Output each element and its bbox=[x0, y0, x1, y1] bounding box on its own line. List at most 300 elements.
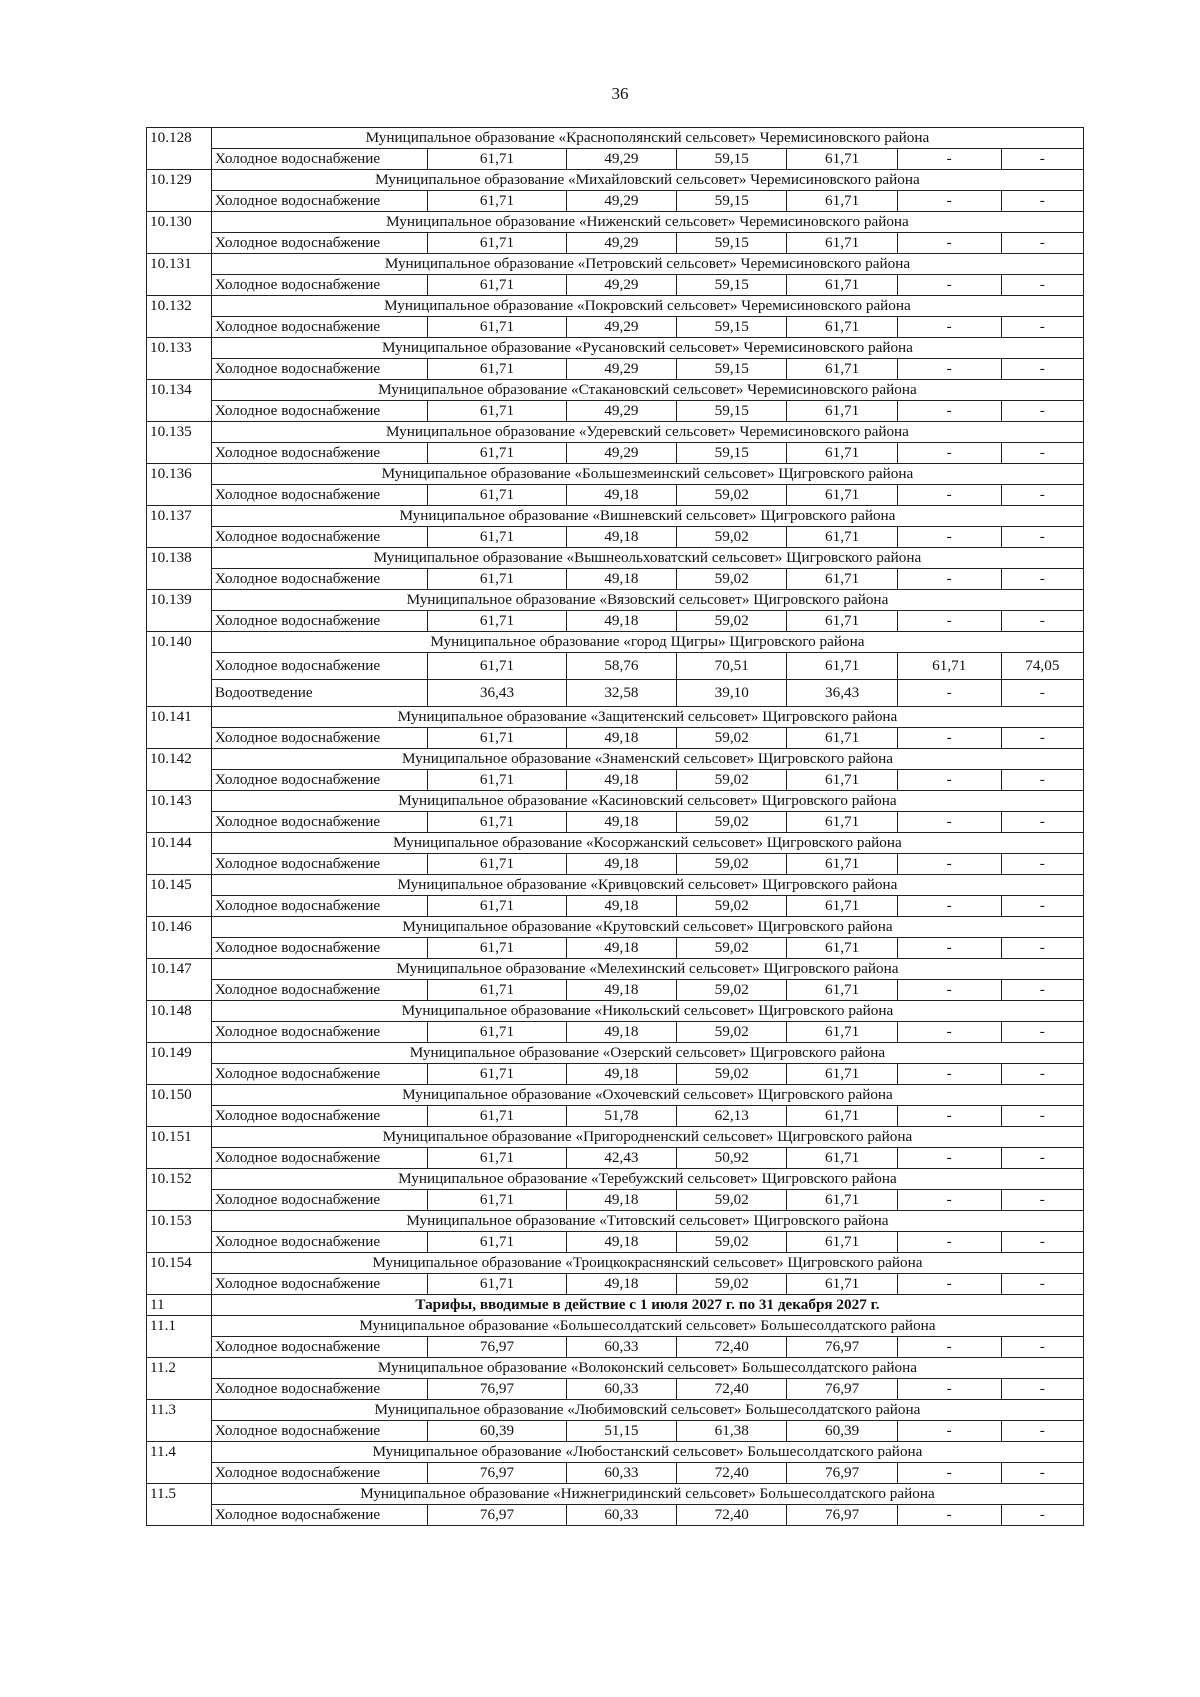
tariff-line-row bbox=[147, 680, 1084, 707]
tariff-value: 61,71 bbox=[787, 938, 897, 959]
tariff-value: - bbox=[1001, 1232, 1083, 1253]
tariff-value: 59,15 bbox=[677, 233, 787, 254]
tariff-value: 61,71 bbox=[428, 854, 566, 875]
municipality-header-row bbox=[147, 875, 1084, 896]
row-number: 10.130 bbox=[147, 212, 212, 254]
tariff-value: 74,05 bbox=[1001, 653, 1083, 680]
tariff-line-row bbox=[147, 812, 1084, 833]
tariff-value: 49,18 bbox=[566, 485, 676, 506]
tariff-value: 61,71 bbox=[428, 1274, 566, 1295]
service-name: Холодное водоснабжение bbox=[211, 1337, 427, 1358]
tariff-value: 61,71 bbox=[787, 317, 897, 338]
tariff-value: 49,29 bbox=[566, 149, 676, 170]
tariff-value: - bbox=[897, 611, 1001, 632]
municipality-title: Муниципальное образование «Большесолдатский сельсовет» Большесолдатского района bbox=[211, 1316, 1083, 1337]
municipality-title: Муниципальное образование «Защитенский сельсовет» Щигровского района bbox=[211, 707, 1083, 728]
municipality-header-row bbox=[147, 749, 1084, 770]
tariff-value: - bbox=[1001, 359, 1083, 380]
tariff-line-row bbox=[147, 1148, 1084, 1169]
tariff-value: 61,71 bbox=[428, 443, 566, 464]
tariff-value: 61,71 bbox=[428, 611, 566, 632]
tariff-value: 61,71 bbox=[787, 149, 897, 170]
municipality-header-row bbox=[147, 254, 1084, 275]
tariff-value: 49,18 bbox=[566, 1064, 676, 1085]
section-number: 11 bbox=[147, 1295, 212, 1316]
row-number: 10.143 bbox=[147, 791, 212, 833]
municipality-title: Муниципальное образование «Стакановский сельсовет» Черемисиновского района bbox=[211, 380, 1083, 401]
row-number: 10.138 bbox=[147, 548, 212, 590]
tariff-value: 49,18 bbox=[566, 896, 676, 917]
tariff-value: 50,92 bbox=[677, 1148, 787, 1169]
municipality-title: Муниципальное образование «Титовский сельсовет» Щигровского района bbox=[211, 1211, 1083, 1232]
tariff-value: - bbox=[897, 569, 1001, 590]
tariff-value: 60,33 bbox=[566, 1337, 676, 1358]
tariff-value: 60,39 bbox=[428, 1421, 566, 1442]
row-number: 10.129 bbox=[147, 170, 212, 212]
tariff-value: - bbox=[897, 1379, 1001, 1400]
tariff-value: - bbox=[1001, 191, 1083, 212]
municipality-header-row bbox=[147, 1442, 1084, 1463]
service-name: Холодное водоснабжение bbox=[211, 896, 427, 917]
service-name: Холодное водоснабжение bbox=[211, 233, 427, 254]
tariff-line-row bbox=[147, 191, 1084, 212]
row-number: 10.128 bbox=[147, 128, 212, 170]
tariff-value: 76,97 bbox=[787, 1379, 897, 1400]
tariff-value: - bbox=[1001, 680, 1083, 707]
tariff-line-row bbox=[147, 527, 1084, 548]
tariff-value: 61,71 bbox=[428, 1232, 566, 1253]
municipality-header-row bbox=[147, 917, 1084, 938]
municipality-header-row bbox=[147, 1085, 1084, 1106]
service-name: Холодное водоснабжение bbox=[211, 527, 427, 548]
tariff-value: 59,15 bbox=[677, 191, 787, 212]
service-name: Холодное водоснабжение bbox=[211, 1190, 427, 1211]
row-number: 10.133 bbox=[147, 338, 212, 380]
tariff-value: 59,02 bbox=[677, 854, 787, 875]
tariff-rows-section-11 bbox=[147, 1316, 1084, 1526]
service-name: Холодное водоснабжение bbox=[211, 770, 427, 791]
row-number: 10.145 bbox=[147, 875, 212, 917]
tariff-value: 59,02 bbox=[677, 770, 787, 791]
tariff-value: - bbox=[1001, 896, 1083, 917]
municipality-title: Муниципальное образование «Касиновский сельсовет» Щигровского района bbox=[211, 791, 1083, 812]
tariff-value: 61,71 bbox=[428, 980, 566, 1001]
tariff-value: 61,71 bbox=[787, 275, 897, 296]
municipality-header-row bbox=[147, 422, 1084, 443]
tariff-value: - bbox=[1001, 317, 1083, 338]
tariff-value: 76,97 bbox=[428, 1463, 566, 1484]
municipality-title: Муниципальное образование «Знаменский сельсовет» Щигровского района bbox=[211, 749, 1083, 770]
tariff-value: - bbox=[1001, 1022, 1083, 1043]
tariff-value: - bbox=[897, 191, 1001, 212]
tariff-value: - bbox=[1001, 1379, 1083, 1400]
tariff-value: 61,71 bbox=[428, 359, 566, 380]
tariff-line-row bbox=[147, 1463, 1084, 1484]
tariff-value: 49,18 bbox=[566, 1274, 676, 1295]
row-number: 10.131 bbox=[147, 254, 212, 296]
tariff-value: - bbox=[1001, 1148, 1083, 1169]
tariff-value: 61,71 bbox=[787, 191, 897, 212]
municipality-header-row bbox=[147, 1211, 1084, 1232]
tariff-value: 61,71 bbox=[428, 812, 566, 833]
tariff-line-row bbox=[147, 938, 1084, 959]
tariff-value: 61,71 bbox=[428, 1190, 566, 1211]
tariff-value: 61,71 bbox=[787, 812, 897, 833]
municipality-title: Муниципальное образование «Ниженский сельсовет» Черемисиновского района bbox=[211, 212, 1083, 233]
tariff-value: 61,71 bbox=[428, 527, 566, 548]
tariff-value: - bbox=[897, 728, 1001, 749]
tariff-value: - bbox=[1001, 812, 1083, 833]
row-number: 10.146 bbox=[147, 917, 212, 959]
tariff-value: 61,38 bbox=[677, 1421, 787, 1442]
service-name: Холодное водоснабжение bbox=[211, 1274, 427, 1295]
tariff-value: 61,71 bbox=[428, 1022, 566, 1043]
tariff-line-row bbox=[147, 1274, 1084, 1295]
municipality-header-row bbox=[147, 506, 1084, 527]
municipality-title: Муниципальное образование «Удеревский сельсовет» Черемисиновского района bbox=[211, 422, 1083, 443]
tariff-line-row bbox=[147, 569, 1084, 590]
tariff-value: - bbox=[897, 980, 1001, 1001]
tariff-line-row bbox=[147, 653, 1084, 680]
tariff-value: - bbox=[897, 233, 1001, 254]
tariff-value: 49,18 bbox=[566, 1190, 676, 1211]
service-name: Холодное водоснабжение bbox=[211, 1505, 427, 1526]
tariff-value: 61,71 bbox=[428, 233, 566, 254]
tariff-line-row bbox=[147, 1232, 1084, 1253]
tariff-value: - bbox=[897, 275, 1001, 296]
row-number: 10.144 bbox=[147, 833, 212, 875]
tariff-line-row bbox=[147, 1337, 1084, 1358]
row-number: 10.153 bbox=[147, 1211, 212, 1253]
tariff-value: - bbox=[897, 938, 1001, 959]
row-number: 10.142 bbox=[147, 749, 212, 791]
tariff-value: - bbox=[897, 401, 1001, 422]
tariff-value: 49,18 bbox=[566, 611, 676, 632]
municipality-title: Муниципальное образование «Мелехинский сельсовет» Щигровского района bbox=[211, 959, 1083, 980]
tariff-value: 61,71 bbox=[428, 896, 566, 917]
tariff-value: 61,71 bbox=[787, 1064, 897, 1085]
tariff-value: 61,71 bbox=[787, 896, 897, 917]
tariff-value: 76,97 bbox=[787, 1337, 897, 1358]
row-number: 10.140 bbox=[147, 632, 212, 707]
section-header-block bbox=[147, 1295, 1084, 1316]
tariff-line-row bbox=[147, 485, 1084, 506]
municipality-title: Муниципальное образование «Никольский сельсовет» Щигровского района bbox=[211, 1001, 1083, 1022]
municipality-title: Муниципальное образование «Покровский сельсовет» Черемисиновского района bbox=[211, 296, 1083, 317]
tariff-value: 59,02 bbox=[677, 1190, 787, 1211]
tariff-value: 61,71 bbox=[428, 317, 566, 338]
municipality-header-row bbox=[147, 296, 1084, 317]
tariff-value: - bbox=[1001, 569, 1083, 590]
tariff-line-row bbox=[147, 728, 1084, 749]
service-name: Холодное водоснабжение bbox=[211, 275, 427, 296]
tariff-line-row bbox=[147, 1505, 1084, 1526]
tariff-value: 60,33 bbox=[566, 1505, 676, 1526]
tariff-value: 61,71 bbox=[787, 1232, 897, 1253]
municipality-title: Муниципальное образование «Любостанский сельсовет» Большесолдатского района bbox=[211, 1442, 1083, 1463]
service-name: Холодное водоснабжение bbox=[211, 359, 427, 380]
tariff-value: - bbox=[1001, 770, 1083, 791]
tariff-value: 36,43 bbox=[428, 680, 566, 707]
municipality-title: Муниципальное образование «Нижнегридинский сельсовет» Большесолдатского района bbox=[211, 1484, 1083, 1505]
tariff-value: 59,02 bbox=[677, 1274, 787, 1295]
tariff-value: - bbox=[1001, 149, 1083, 170]
tariff-value: 36,43 bbox=[787, 680, 897, 707]
tariff-value: 61,71 bbox=[787, 1274, 897, 1295]
municipality-title: Муниципальное образование «Вишневский сельсовет» Щигровского района bbox=[211, 506, 1083, 527]
municipality-header-row bbox=[147, 128, 1084, 149]
tariff-value: 61,71 bbox=[787, 569, 897, 590]
tariff-value: 49,18 bbox=[566, 569, 676, 590]
tariff-line-row bbox=[147, 1190, 1084, 1211]
tariff-value: - bbox=[897, 359, 1001, 380]
tariff-value: 72,40 bbox=[677, 1379, 787, 1400]
municipality-title: Муниципальное образование «Петровский сельсовет» Черемисиновского района bbox=[211, 254, 1083, 275]
tariff-value: - bbox=[1001, 1505, 1083, 1526]
tariff-value: - bbox=[897, 854, 1001, 875]
tariff-value: 61,71 bbox=[787, 611, 897, 632]
service-name: Водоотведение bbox=[211, 680, 427, 707]
service-name: Холодное водоснабжение bbox=[211, 854, 427, 875]
tariff-value: 59,02 bbox=[677, 527, 787, 548]
row-number: 10.135 bbox=[147, 422, 212, 464]
tariff-value: 61,71 bbox=[787, 854, 897, 875]
tariff-value: 49,18 bbox=[566, 527, 676, 548]
row-number: 11.2 bbox=[147, 1358, 212, 1400]
service-name: Холодное водоснабжение bbox=[211, 191, 427, 212]
tariff-value: 49,29 bbox=[566, 359, 676, 380]
tariff-value: 61,71 bbox=[787, 770, 897, 791]
tariff-value: 49,29 bbox=[566, 191, 676, 212]
tariff-value: 61,71 bbox=[428, 191, 566, 212]
tariff-value: 61,71 bbox=[787, 1190, 897, 1211]
row-number: 11.4 bbox=[147, 1442, 212, 1484]
tariff-value: 61,71 bbox=[428, 728, 566, 749]
row-number: 10.139 bbox=[147, 590, 212, 632]
tariff-value: - bbox=[897, 1274, 1001, 1295]
tariff-value: 61,71 bbox=[787, 527, 897, 548]
service-name: Холодное водоснабжение bbox=[211, 569, 427, 590]
page-number: 36 bbox=[611, 84, 629, 103]
tariff-value: 70,51 bbox=[677, 653, 787, 680]
tariff-line-row bbox=[147, 1022, 1084, 1043]
tariff-value: 61,71 bbox=[787, 233, 897, 254]
tariff-value: 59,02 bbox=[677, 728, 787, 749]
tariff-value: - bbox=[1001, 443, 1083, 464]
tariff-value: - bbox=[1001, 401, 1083, 422]
tariff-line-row bbox=[147, 1421, 1084, 1442]
municipality-header-row bbox=[147, 1253, 1084, 1274]
row-number: 10.137 bbox=[147, 506, 212, 548]
tariff-value: 59,02 bbox=[677, 611, 787, 632]
tariff-value: - bbox=[897, 443, 1001, 464]
tariff-value: - bbox=[1001, 527, 1083, 548]
tariff-value: 61,71 bbox=[787, 485, 897, 506]
municipality-header-row bbox=[147, 959, 1084, 980]
tariff-value: 49,29 bbox=[566, 317, 676, 338]
tariff-value: - bbox=[1001, 854, 1083, 875]
tariff-value: 61,71 bbox=[428, 485, 566, 506]
row-number: 10.149 bbox=[147, 1043, 212, 1085]
service-name: Холодное водоснабжение bbox=[211, 1421, 427, 1442]
municipality-title: Муниципальное образование «Вышнеольховатский сельсовет» Щигровского района bbox=[211, 548, 1083, 569]
tariff-value: 61,71 bbox=[897, 653, 1001, 680]
tariff-value: 62,13 bbox=[677, 1106, 787, 1127]
tariff-value: 76,97 bbox=[428, 1337, 566, 1358]
tariff-value: 60,33 bbox=[566, 1379, 676, 1400]
tariff-value: 76,97 bbox=[787, 1463, 897, 1484]
tariff-value: 61,71 bbox=[428, 569, 566, 590]
section-title: Тарифы, вводимые в действие с 1 июля 2027 г. по 31 декабря 2027 г. bbox=[211, 1295, 1083, 1316]
section-header-row bbox=[147, 1295, 1084, 1316]
tariff-value: 76,97 bbox=[787, 1505, 897, 1526]
tariff-value: 61,71 bbox=[787, 401, 897, 422]
municipality-title: Муниципальное образование «Теребужский сельсовет» Щигровского района bbox=[211, 1169, 1083, 1190]
tariff-value: 72,40 bbox=[677, 1337, 787, 1358]
municipality-header-row bbox=[147, 632, 1084, 653]
tariff-value: 61,71 bbox=[428, 938, 566, 959]
row-number: 11.1 bbox=[147, 1316, 212, 1358]
tariff-value: - bbox=[1001, 1106, 1083, 1127]
tariff-line-row bbox=[147, 854, 1084, 875]
tariff-value: 49,18 bbox=[566, 1232, 676, 1253]
tariff-value: - bbox=[897, 1022, 1001, 1043]
tariff-value: - bbox=[1001, 1463, 1083, 1484]
tariff-line-row bbox=[147, 1064, 1084, 1085]
service-name: Холодное водоснабжение bbox=[211, 938, 427, 959]
service-name: Холодное водоснабжение bbox=[211, 1379, 427, 1400]
tariff-line-row bbox=[147, 1106, 1084, 1127]
tariff-value: 59,02 bbox=[677, 980, 787, 1001]
row-number: 10.141 bbox=[147, 707, 212, 749]
tariff-value: 59,02 bbox=[677, 485, 787, 506]
municipality-header-row bbox=[147, 1358, 1084, 1379]
tariff-value: 61,71 bbox=[787, 728, 897, 749]
tariff-value: - bbox=[1001, 233, 1083, 254]
tariff-value: 61,71 bbox=[428, 653, 566, 680]
municipality-header-row bbox=[147, 1400, 1084, 1421]
tariff-value: 59,02 bbox=[677, 569, 787, 590]
tariff-value: 76,97 bbox=[428, 1379, 566, 1400]
tariff-value: - bbox=[1001, 1421, 1083, 1442]
tariff-value: 61,71 bbox=[787, 1106, 897, 1127]
tariff-value: 59,15 bbox=[677, 275, 787, 296]
tariff-value: 59,15 bbox=[677, 149, 787, 170]
tariff-value: - bbox=[897, 485, 1001, 506]
service-name: Холодное водоснабжение bbox=[211, 653, 427, 680]
municipality-header-row bbox=[147, 1484, 1084, 1505]
tariff-value: 49,18 bbox=[566, 728, 676, 749]
row-number: 10.134 bbox=[147, 380, 212, 422]
municipality-header-row bbox=[147, 1127, 1084, 1148]
row-number: 10.132 bbox=[147, 296, 212, 338]
tariff-value: - bbox=[1001, 728, 1083, 749]
service-name: Холодное водоснабжение bbox=[211, 1064, 427, 1085]
tariff-line-row bbox=[147, 359, 1084, 380]
municipality-title: Муниципальное образование «Крутовский сельсовет» Щигровского района bbox=[211, 917, 1083, 938]
row-number: 10.151 bbox=[147, 1127, 212, 1169]
tariff-value: 61,71 bbox=[428, 275, 566, 296]
tariff-value: 49,18 bbox=[566, 938, 676, 959]
tariff-value: 61,71 bbox=[428, 401, 566, 422]
municipality-title: Муниципальное образование «Большезмеинский сельсовет» Щигровского района bbox=[211, 464, 1083, 485]
tariff-line-row bbox=[147, 896, 1084, 917]
tariff-value: 51,15 bbox=[566, 1421, 676, 1442]
tariff-value: - bbox=[897, 1190, 1001, 1211]
tariff-value: - bbox=[897, 812, 1001, 833]
tariff-line-row bbox=[147, 317, 1084, 338]
row-number: 10.147 bbox=[147, 959, 212, 1001]
tariff-line-row bbox=[147, 1379, 1084, 1400]
tariff-value: 72,40 bbox=[677, 1463, 787, 1484]
tariff-value: 39,10 bbox=[677, 680, 787, 707]
municipality-header-row bbox=[147, 791, 1084, 812]
tariff-value: - bbox=[1001, 1337, 1083, 1358]
tariff-value: 59,02 bbox=[677, 1232, 787, 1253]
tariff-value: - bbox=[1001, 275, 1083, 296]
tariff-value: 49,29 bbox=[566, 443, 676, 464]
service-name: Холодное водоснабжение bbox=[211, 1148, 427, 1169]
tariff-line-row bbox=[147, 149, 1084, 170]
service-name: Холодное водоснабжение bbox=[211, 980, 427, 1001]
municipality-title: Муниципальное образование «Озерский сельсовет» Щигровского района bbox=[211, 1043, 1083, 1064]
tariff-value: 59,15 bbox=[677, 359, 787, 380]
tariff-value: - bbox=[897, 1421, 1001, 1442]
tariff-value: 61,71 bbox=[787, 980, 897, 1001]
tariff-value: - bbox=[1001, 1064, 1083, 1085]
row-number: 10.154 bbox=[147, 1253, 212, 1295]
municipality-title: Муниципальное образование «Волоконский сельсовет» Большесолдатского района bbox=[211, 1358, 1083, 1379]
tariff-value: 61,71 bbox=[787, 1148, 897, 1169]
tariff-value: 49,18 bbox=[566, 854, 676, 875]
tariff-value: 59,02 bbox=[677, 938, 787, 959]
tariff-value: - bbox=[897, 1064, 1001, 1085]
service-name: Холодное водоснабжение bbox=[211, 401, 427, 422]
municipality-header-row bbox=[147, 170, 1084, 191]
municipality-title: Муниципальное образование «Любимовский сельсовет» Большесолдатского района bbox=[211, 1400, 1083, 1421]
tariff-value: - bbox=[897, 896, 1001, 917]
tariff-value: 59,15 bbox=[677, 443, 787, 464]
tariff-value: 49,18 bbox=[566, 770, 676, 791]
municipality-header-row bbox=[147, 1316, 1084, 1337]
tariff-line-row bbox=[147, 401, 1084, 422]
service-name: Холодное водоснабжение bbox=[211, 611, 427, 632]
tariff-value: 49,29 bbox=[566, 275, 676, 296]
municipality-title: Муниципальное образование «Косоржанский сельсовет» Щигровского района bbox=[211, 833, 1083, 854]
tariff-value: 49,18 bbox=[566, 812, 676, 833]
tariff-line-row bbox=[147, 275, 1084, 296]
municipality-header-row bbox=[147, 1043, 1084, 1064]
tariff-value: - bbox=[1001, 980, 1083, 1001]
row-number: 11.5 bbox=[147, 1484, 212, 1526]
tariff-value: 61,71 bbox=[428, 149, 566, 170]
tariff-value: - bbox=[1001, 611, 1083, 632]
tariff-value: 58,76 bbox=[566, 653, 676, 680]
tariff-line-row bbox=[147, 233, 1084, 254]
municipality-header-row bbox=[147, 338, 1084, 359]
municipality-header-row bbox=[147, 590, 1084, 611]
tariff-value: 61,71 bbox=[428, 1064, 566, 1085]
tariff-line-row bbox=[147, 443, 1084, 464]
municipality-title: Муниципальное образование «Пригородненский сельсовет» Щигровского района bbox=[211, 1127, 1083, 1148]
tariff-value: - bbox=[897, 317, 1001, 338]
tariff-value: - bbox=[897, 680, 1001, 707]
tariff-value: 72,40 bbox=[677, 1505, 787, 1526]
tariff-value: 59,02 bbox=[677, 1064, 787, 1085]
tariff-value: 59,02 bbox=[677, 812, 787, 833]
tariff-value: 59,15 bbox=[677, 317, 787, 338]
tariff-value: - bbox=[1001, 485, 1083, 506]
